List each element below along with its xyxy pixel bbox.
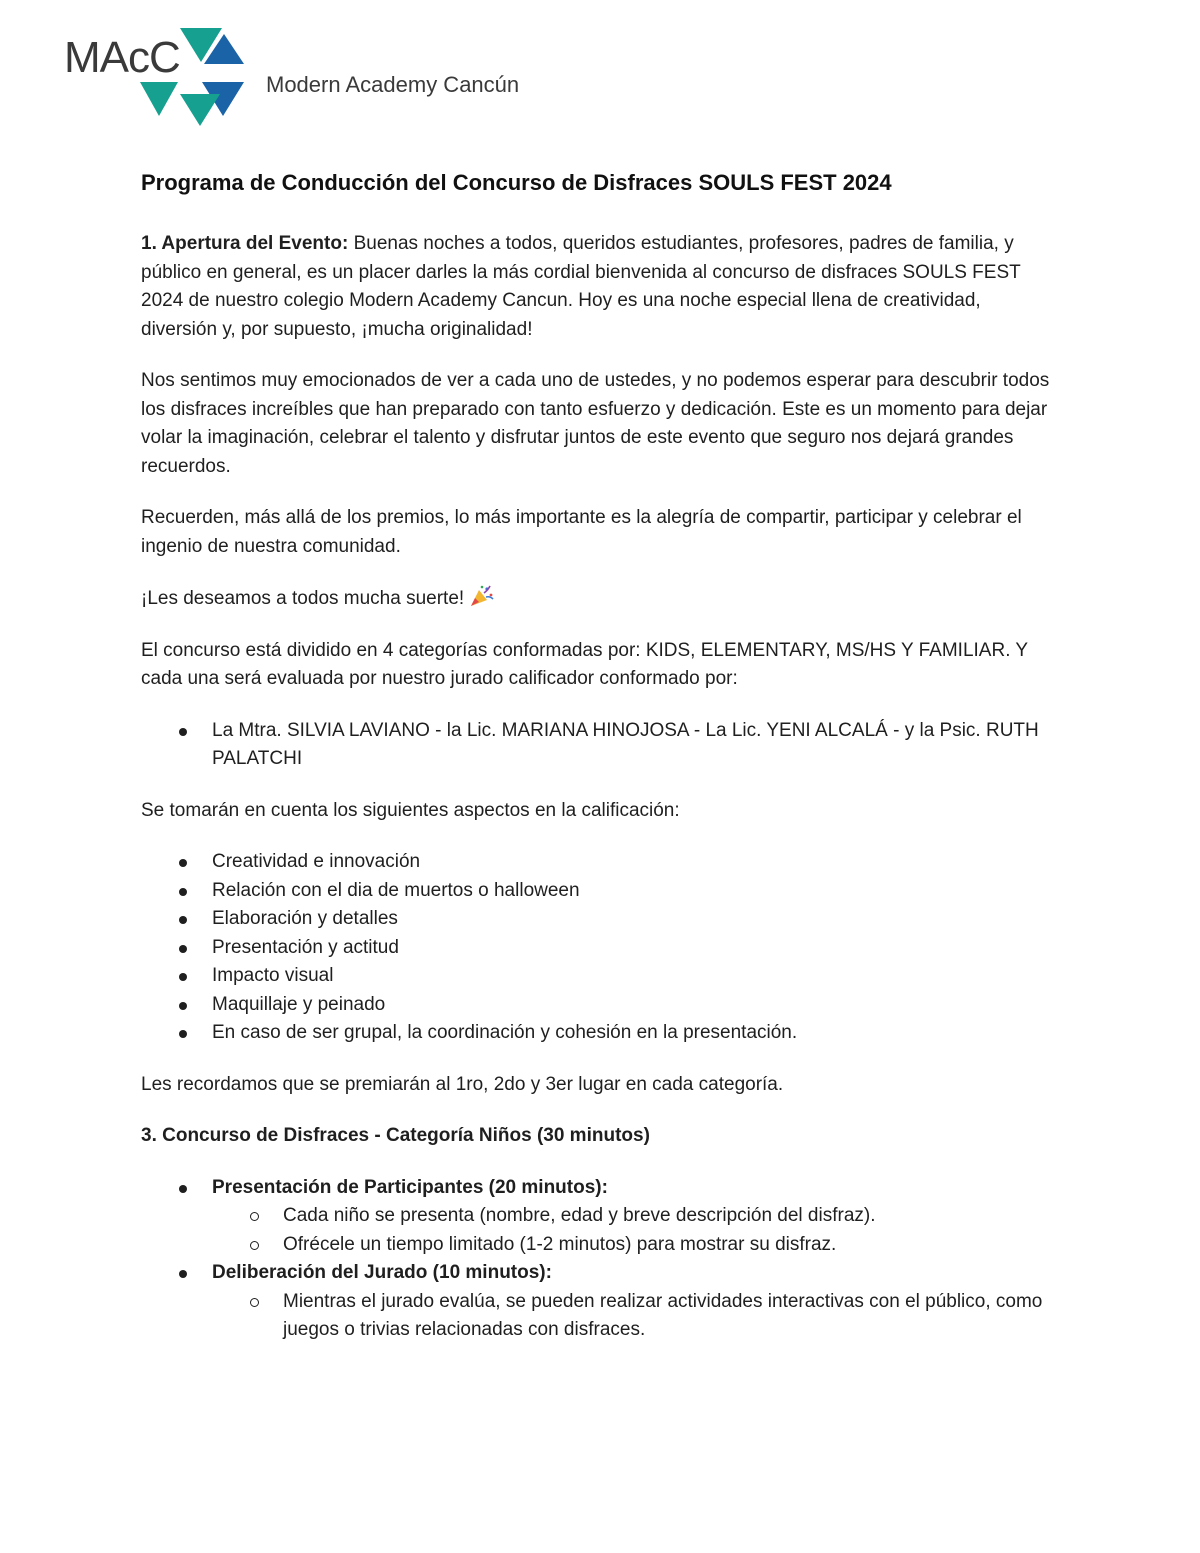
logo-triangle-teal-bottom [180, 94, 220, 126]
document-body [141, 166, 1061, 1368]
logo-triangle-teal-left [140, 82, 178, 116]
categories-paragraph: El concurso está dividido en 4 categorías conformadas por: KIDS, ELEMENTARY, MS/HS Y FAMILIAR. Y cada una será evaluada por nuestro jurado calificador conformado por: [141, 639, 1028, 689]
opening-heading: 1. Apertura del Evento: [141, 233, 349, 254]
prizes-paragraph: Les recordamos que se premiarán al 1ro, 2do y 3er lugar en cada categoría. [141, 1073, 784, 1095]
list-item: Creatividad e innovación [141, 848, 1061, 877]
list-item: Elaboración y detalles [141, 905, 1061, 934]
list-item: Presentación y actitud [141, 934, 1061, 963]
jury-list [141, 717, 1061, 774]
list-item: Impacto visual [141, 962, 1061, 991]
list-item-label: Presentación de Participantes (20 minutos): [212, 1176, 608, 1198]
list-item-label: Deliberación del Jurado (10 minutos): [212, 1262, 552, 1283]
list-item: Relación con el dia de muertos o halloween [141, 877, 1061, 906]
list-item [141, 1259, 1061, 1345]
sub-list-item: Ofrécele un tiempo limitado (1-2 minutos) para mostrar su disfraz. [212, 1231, 1061, 1260]
paragraph-remember: Recuerden, más allá de los premios, lo más importante es la alegría de compartir, participar y celebrar el ingenio de nuestra comunidad. [141, 507, 1022, 557]
party-popper-icon [469, 584, 495, 608]
paragraph-excitement: Nos sentimos muy emocionados de ver a cada uno de ustedes, y no podemos esperar para descubrir todos los disfraces increíbles que han preparado con tanto esfuerzo y dedicación. Este es un momento para dejar volar la imaginación, celebrar el talento y disfrutar juntos de este evento que seguro nos dejará grandes recuerdos. [141, 370, 1050, 477]
school-name: Modern Academy Cancún [266, 72, 520, 97]
sub-list [212, 1288, 1061, 1345]
opening-text: Buenas noches a todos, queridos estudiantes, profesores, padres de familia, y público en general, es un placer darles la más cordial bienvenida al concurso de disfraces SOULS FEST 2024 de nuestro colegio Modern Academy Cancun. Hoy es una noche especial llena de creatividad, diversión y, por supuesto, ¡mucha originalidad! [141, 233, 1021, 340]
sub-list-item: Mientras el jurado evalúa, se pueden realizar actividades interactivas con el público, como juegos o trivias relacionadas con disfraces. [212, 1288, 1061, 1345]
criteria-intro: Se tomarán en cuenta los siguientes aspectos en la calificación: [141, 799, 680, 821]
list-item: En caso de ser grupal, la coordinación y cohesión en la presentación. [141, 1019, 1061, 1048]
document-title: Programa de Conducción del Concurso de Disfraces SOULS FEST 2024 [141, 170, 892, 195]
good-luck-text: ¡Les deseamos a todos mucha suerte! [141, 588, 470, 609]
macc-logo [62, 24, 247, 128]
good-luck-line [141, 584, 1061, 614]
section-3-list [141, 1174, 1061, 1345]
criteria-list [141, 848, 1061, 1048]
sub-list-item: Cada niño se presenta (nombre, edad y breve descripción del disfraz). [212, 1202, 1061, 1231]
opening-paragraph [141, 230, 1061, 344]
list-item: Maquillaje y peinado [141, 991, 1061, 1020]
sub-list [212, 1202, 1061, 1259]
section-3-heading: 3. Concurso de Disfraces - Categoría Niños (30 minutos) [141, 1125, 650, 1146]
list-item: La Mtra. SILVIA LAVIANO - la Lic. MARIANA HINOJOSA - La Lic. YENI ALCALÁ - y la Psic. RUTH PALATCHI [141, 717, 1061, 774]
list-item [141, 1174, 1061, 1260]
document-header [62, 24, 582, 128]
logo-letters: MAcC [64, 33, 180, 82]
